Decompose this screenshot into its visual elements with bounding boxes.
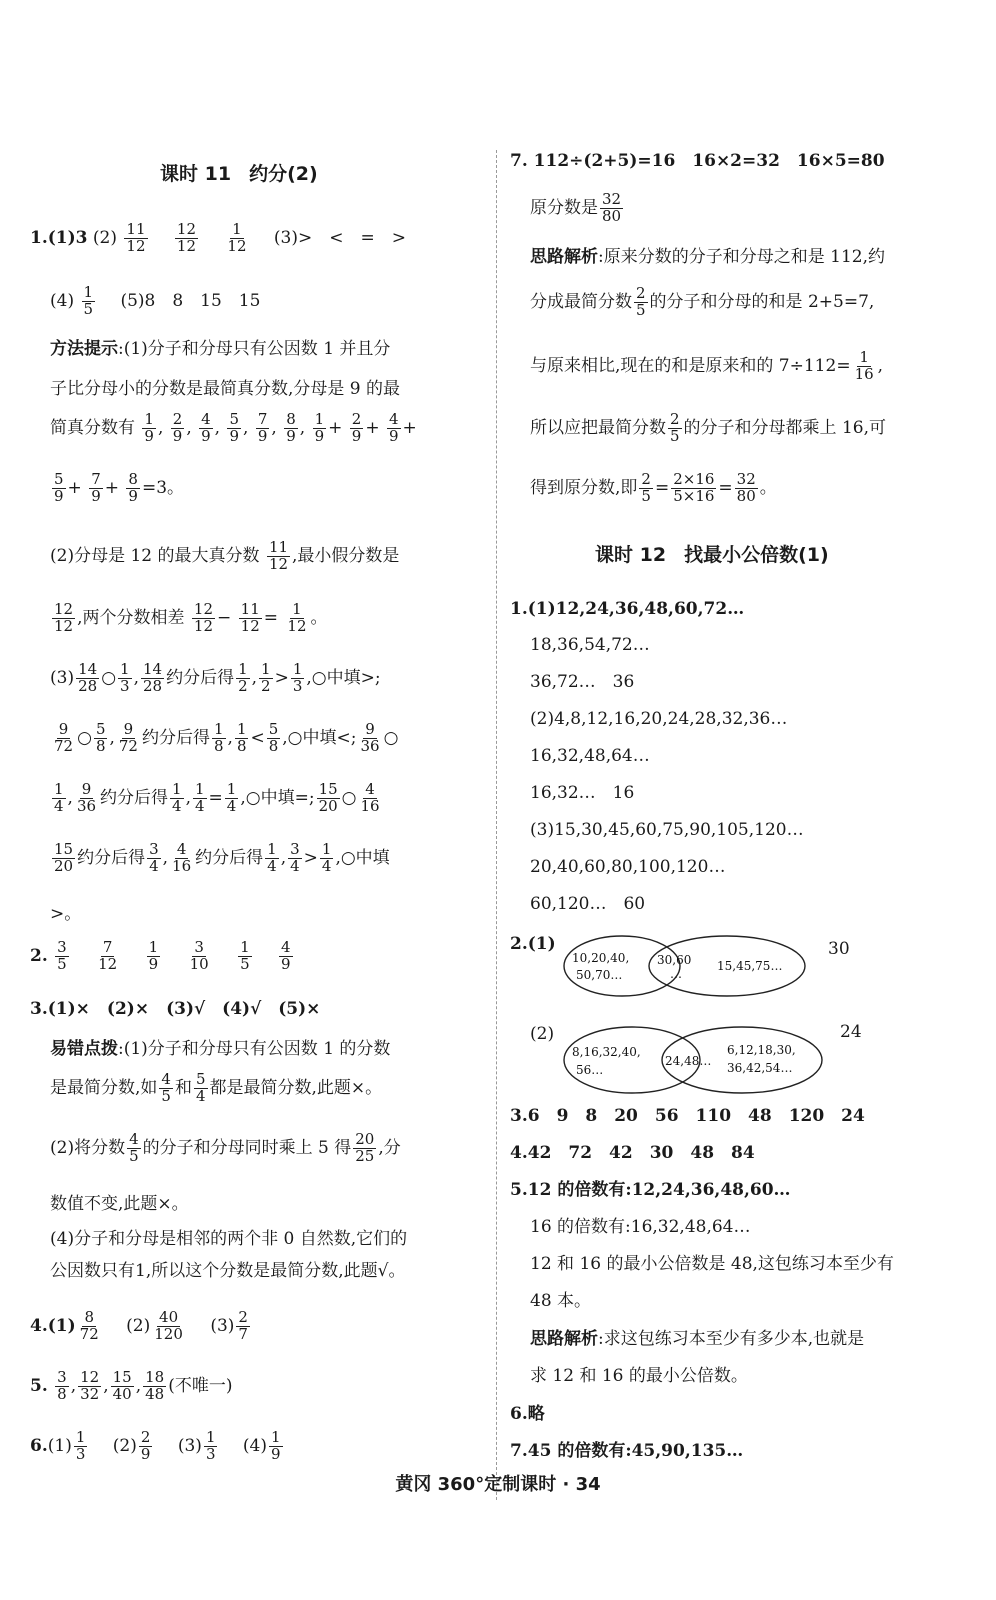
q6-answers: 6.(1) $\frac{1}{3}$ (2) $\frac{2}{9}$ (3) $\frac{1}{3}$ (4) $\frac{1}{9}$ <box>30 1428 281 1463</box>
part3-line2: $\frac{9}{72}$ ○ $\frac{5}{8}$ , $\frac{9}{72}$ 约分后得 $\frac{1}{8}$ , $\frac{1}{8}$ < $\frac{5}{8}$ ,○中填<; $\frac{9}{36}$ ○ <box>54 720 399 755</box>
venn-diagram-2 <box>562 1020 827 1105</box>
m-line-7: (3)15,30,45,60,75,90,105,120… <box>530 820 804 840</box>
analysis-5: 得到原分数,即 $\frac{2}{5}$ = $\frac{2\times 16}{5\times 16}$ = $\frac{32}{80}$ 。 <box>530 470 777 505</box>
m-line-4: (2)4,8,12,16,20,24,28,32,36… <box>530 709 788 729</box>
error-tip-4: 数值不变,此题×。 <box>50 1194 189 1214</box>
m-line-9: 60,120… 60 <box>530 894 646 914</box>
venn2-left-text-2: 56… <box>576 1063 604 1077</box>
analysis-4: 所以应把最简分数 $\frac{2}{5}$ 的分子和分母都乘上 16,可 <box>530 410 886 445</box>
venn1-mid-text-2: … <box>670 967 682 981</box>
lesson-11-title: 课时 11 约分(2) <box>160 163 318 185</box>
column-divider <box>496 150 497 1500</box>
fraction: $\frac{11}{12}$ <box>126 220 146 255</box>
r7-calc: 7. 112÷(2+5)=16 16×2=32 16×5=80 <box>510 151 885 171</box>
venn2-label: (2) <box>530 1024 555 1044</box>
venn2-mid-text: 24,48… <box>665 1054 712 1068</box>
r-q4-answers: 4.42 72 42 30 48 84 <box>510 1143 755 1163</box>
error-tip-5: (4)分子和分母是相邻的两个非 0 自然数,它们的 <box>50 1229 408 1249</box>
part3-line4: $\frac{15}{20}$ 约分后得 $\frac{3}{4}$ , $\frac{4}{16}$ 约分后得 $\frac{1}{4}$ , $\frac{3}{4}$ > $\frac{1}{4}$ ,○中填 <box>54 840 390 875</box>
venn1-answer: 30 <box>828 939 850 959</box>
error-tip-3: (2)将分数 $\frac{4}{5}$ 的分子和分母同时乘上 5 得 $\frac{20}{25}$ ,分 <box>50 1130 401 1165</box>
r-q3-answers: 3.6 9 8 20 56 110 48 120 24 <box>510 1106 865 1126</box>
m-line-2: 18,36,54,72… <box>530 635 650 655</box>
r-q5-line3: 12 和 16 的最小公倍数是 48,这包练习本至少有 <box>530 1254 894 1274</box>
venn2-right-text-1: 6,12,18,30, <box>727 1043 796 1057</box>
q3-answers: 3.(1)× (2)× (3)√ (4)√ (5)× <box>30 999 321 1019</box>
venn1-left-text-1: 10,20,40, <box>572 951 630 965</box>
venn1-label: 2.(1) <box>510 934 556 954</box>
r-q5-line4: 48 本。 <box>530 1291 592 1311</box>
m-line-8: 20,40,60,80,100,120… <box>530 857 726 877</box>
r-q5-line1: 5.12 的倍数有:12,24,36,48,60… <box>510 1180 791 1200</box>
part3-line3: $\frac{1}{4}$ , $\frac{9}{36}$ 约分后得 $\frac{1}{4}$ , $\frac{1}{4}$ = $\frac{1}{4}$ ,○中填=; $\frac{15}{20}$ ○ $\frac{4}{16}$ <box>54 780 380 815</box>
venn1-mid-text-1: 30,60 <box>657 953 692 967</box>
venn2-answer: 24 <box>840 1022 862 1042</box>
r-q5-line2: 16 的倍数有:16,32,48,64… <box>530 1217 751 1237</box>
part2-line1: (2)分母是 12 的最大真分数 $\frac{11}{12}$ ,最小假分数是 <box>50 538 400 573</box>
venn-diagram-1 <box>562 930 807 1007</box>
venn2-left-text-1: 8,16,32,40, <box>572 1045 641 1059</box>
part3-line1: (3) $\frac{14}{28}$ ○ $\frac{1}{3}$ , $\frac{14}{28}$ 约分后得 $\frac{1}{2}$ , $\frac{1}{2}$ > $\frac{1}{3}$ ,○中填>; <box>50 660 381 695</box>
q1-line1: 1.(1)3 (2) $\frac{11}{12}$ $\frac{12}{12}$ $\frac{1}{12}$ (3)> < = > <box>30 220 406 255</box>
method-tip-1: 方法提示:(1)分子和分母只有公因数 1 并且分 <box>50 339 391 359</box>
r-q6: 6.略 <box>510 1404 545 1424</box>
lesson-12-title: 课时 12 找最小公倍数(1) <box>595 544 829 566</box>
q4-answers: 4.(1) $\frac{8}{72}$ (2) $\frac{40}{120}$ (3) $\frac{2}{7}$ <box>30 1308 248 1343</box>
error-tip-2: 是最简分数,如 $\frac{4}{5}$ 和 $\frac{5}{4}$ 都是最简分数,此题×。 <box>50 1070 383 1105</box>
m-line-1: 1.(1)12,24,36,48,60,72… <box>510 599 745 619</box>
q5-answers: 5. $\frac{3}{8}$ , $\frac{12}{32}$ , $\frac{15}{40}$ , $\frac{18}{48}$ (不唯一) <box>30 1368 233 1403</box>
method-tip-4: $\frac{5}{9}$ + $\frac{7}{9}$ + $\frac{8}{9}$ =3。 <box>54 470 185 505</box>
fraction: $\frac{12}{12}$ <box>176 220 196 255</box>
q2-answers: 2. $\frac{3}{5}$ $\frac{7}{12}$ $\frac{1}{9}$ $\frac{3}{10}$ $\frac{1}{5}$ $\frac{4}{9}$ <box>30 938 291 973</box>
q1-line2: (4) $\frac{1}{5}$ (5)8 8 15 15 <box>50 283 261 318</box>
m-line-5: 16,32,48,64… <box>530 746 650 766</box>
error-tip-6: 公因数只有1,所以这个分数是最简分数,此题√。 <box>50 1261 406 1281</box>
analysis-3: 与原来相比,现在的和是原来和的 7÷112= $\frac{1}{16}$ , <box>530 348 884 383</box>
m-line-6: 16,32… 16 <box>530 783 635 803</box>
analysis2-2: 求 12 和 16 的最小公倍数。 <box>530 1366 748 1386</box>
venn1-left-text-2: 50,70… <box>576 968 623 982</box>
r7-result: 原分数是 $\frac{32}{80}$ <box>530 190 622 225</box>
method-tip-2: 子比分母小的分数是最简真分数,分母是 9 的最 <box>50 379 401 399</box>
page-footer: 黄冈 360°定制课时 · 34 <box>395 1474 601 1495</box>
analysis-2: 分成最简分数 $\frac{2}{5}$ 的分子和分母的和是 2+5=7, <box>530 284 875 319</box>
method-tip-3: 简真分数有 $\frac{1}{9}$ , $\frac{2}{9}$ , $\frac{4}{9}$ , $\frac{5}{9}$ , $\frac{7}{9}$ , $\frac{8}{9}$ , $\frac{1}{9}$ + $\frac{2}{9}$ + $\frac{4}{9}$ + <box>50 410 417 445</box>
fraction: $\frac{1}{12}$ <box>227 220 247 255</box>
analysis2-1: 思路解析:求这包练习本至少有多少本,也就是 <box>530 1329 865 1349</box>
venn1-right-text: 15,45,75… <box>717 959 783 973</box>
m-line-3: 36,72… 36 <box>530 672 635 692</box>
venn2-right-text-2: 36,42,54… <box>727 1061 793 1075</box>
r-q7: 7.45 的倍数有:45,90,135… <box>510 1441 744 1461</box>
analysis-1: 思路解析:原来分数的分子和分母之和是 112,约 <box>530 247 885 267</box>
error-tip-1: 易错点拨:(1)分子和分母只有公因数 1 的分数 <box>50 1039 391 1059</box>
part3-line5: >。 <box>50 904 82 924</box>
part2-line2: $\frac{12}{12}$ ,两个分数相差 $\frac{12}{12}$ − $\frac{11}{12}$ = $\frac{1}{12}$ 。 <box>54 600 328 635</box>
